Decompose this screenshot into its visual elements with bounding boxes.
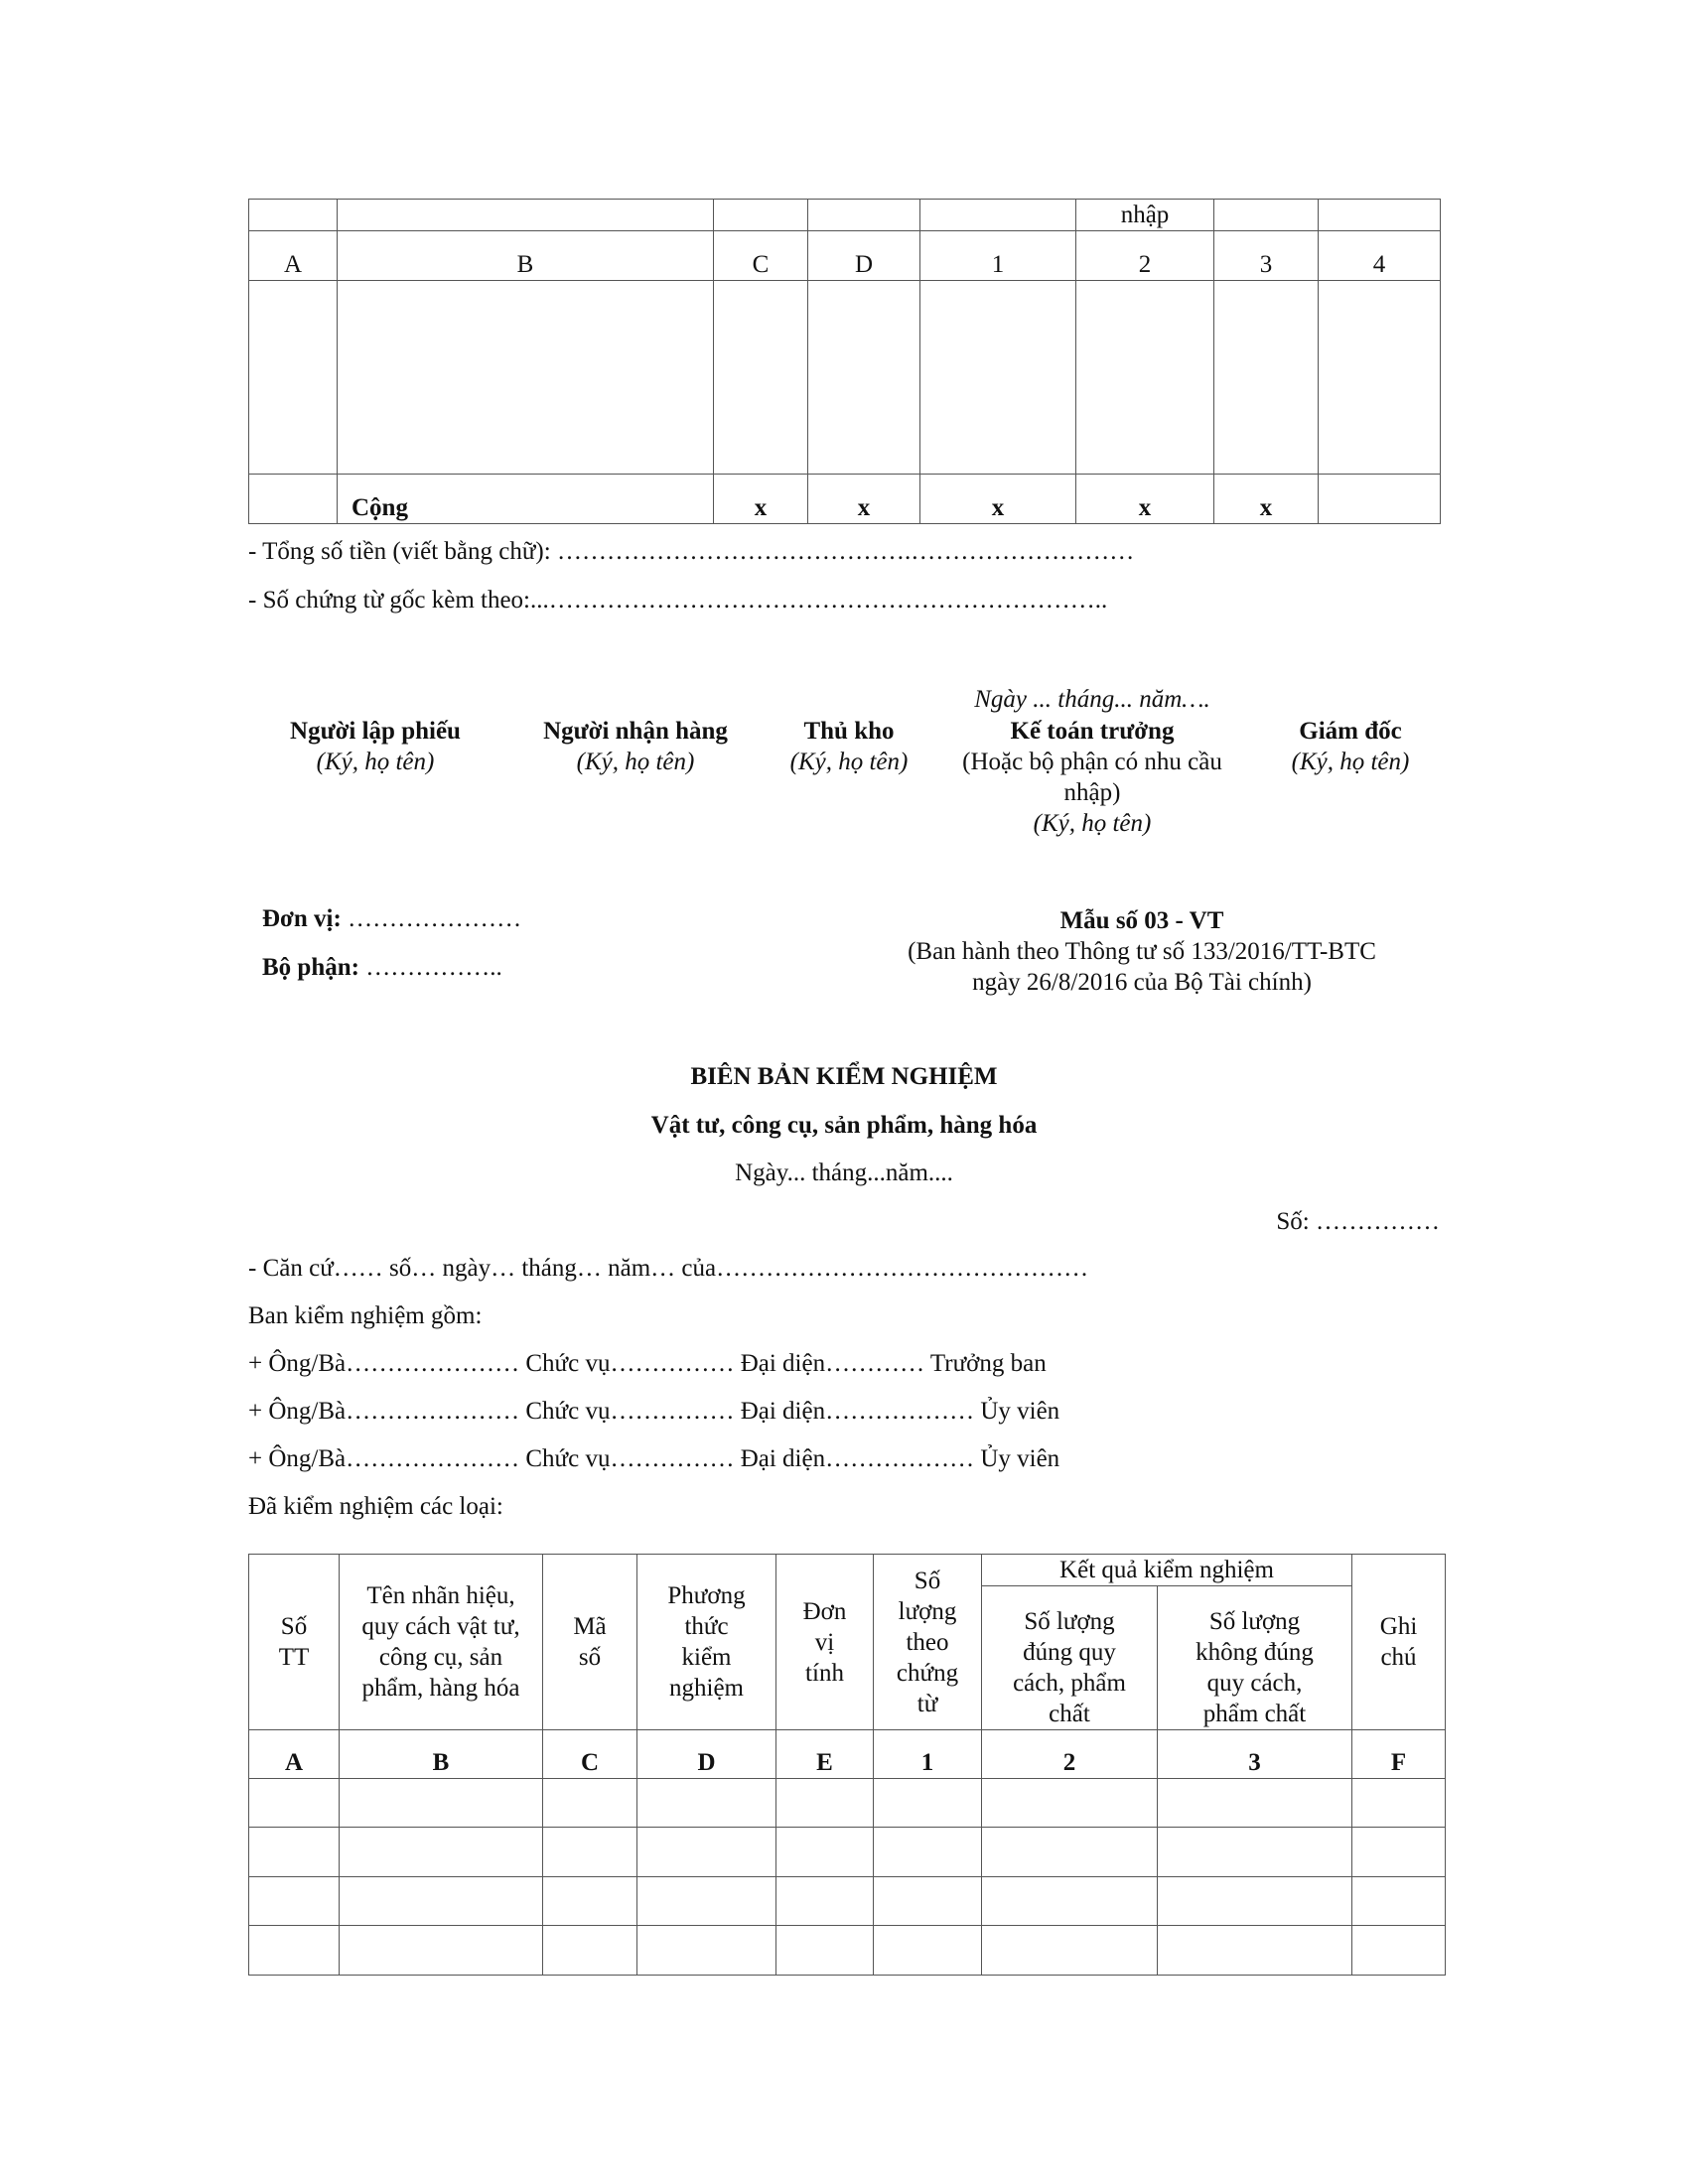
table-cell[interactable] (1352, 1828, 1446, 1877)
table-cell[interactable] (637, 1926, 776, 1976)
document-date: Ngày... tháng...năm.... (735, 1160, 953, 1186)
table-cell[interactable] (874, 1779, 982, 1828)
table-cell[interactable] (714, 281, 808, 475)
table-cell (1319, 200, 1441, 231)
signature-block-director (1261, 716, 1440, 777)
table-cell[interactable] (1158, 1828, 1352, 1877)
header-unit: Đơn vị tính (776, 1555, 874, 1730)
committee-intro: Ban kiểm nghiệm gồm: (248, 1302, 483, 1329)
table-cell[interactable] (982, 1877, 1158, 1926)
table-header-row (249, 1555, 1446, 1586)
column-code: B (340, 1730, 543, 1779)
signature-block-preparer (256, 716, 494, 777)
table-cell[interactable] (340, 1926, 543, 1976)
signature-note: (Ký, họ tên) (576, 749, 695, 775)
signature-title: Người lập phiếu (290, 718, 461, 745)
column-code: A (249, 1730, 340, 1779)
form-issued-line2: ngày 26/8/2016 của Bộ Tài chính) (972, 969, 1312, 996)
header-stt: Số TT (249, 1555, 340, 1730)
column-code: 1 (874, 1730, 982, 1779)
table-cell (1214, 200, 1319, 231)
signature-note: (Ký, họ tên) (789, 749, 909, 775)
header-note: Ghi chú (1352, 1555, 1446, 1730)
total-cell: x (714, 475, 808, 524)
document-title: BIÊN BẢN KIỂM NGHIỆM (690, 1063, 998, 1090)
column-code: F (1352, 1730, 1446, 1779)
table-cell[interactable] (1158, 1779, 1352, 1828)
column-code: 2 (982, 1730, 1158, 1779)
column-code: D (637, 1730, 776, 1779)
table-cell[interactable] (982, 1926, 1158, 1976)
table-cell[interactable] (776, 1926, 874, 1976)
column-code: C (543, 1730, 637, 1779)
table-cell[interactable] (776, 1779, 874, 1828)
signature-title: Người nhận hàng (543, 718, 728, 745)
inspection-table (248, 1554, 1446, 1976)
table-cell[interactable] (1319, 281, 1441, 475)
column-code: C (714, 231, 808, 281)
table-header-row (249, 200, 1441, 231)
column-code: 3 (1158, 1730, 1352, 1779)
column-code-row (249, 1730, 1446, 1779)
unit-field (262, 904, 521, 934)
table-cell (714, 200, 808, 231)
signature-note: (Ký, họ tên) (316, 749, 435, 775)
column-code: 2 (1076, 231, 1214, 281)
table-row (249, 1926, 1446, 1976)
table-cell[interactable] (543, 1779, 637, 1828)
table-cell[interactable] (1158, 1877, 1352, 1926)
header-result-group: Kết quả kiểm nghiệm (982, 1555, 1352, 1586)
table-cell[interactable] (249, 1779, 340, 1828)
table-cell[interactable] (543, 1877, 637, 1926)
table-cell[interactable] (982, 1828, 1158, 1877)
table-cell[interactable] (1352, 1779, 1446, 1828)
document-subtitle: Vật tư, công cụ, sản phẩm, hàng hóa (650, 1112, 1038, 1139)
signature-subnote: (Hoặc bộ phận có nhu cầu (962, 749, 1222, 775)
receipt-table (248, 199, 1441, 524)
table-cell[interactable] (874, 1877, 982, 1926)
table-cell[interactable] (340, 1779, 543, 1828)
table-cell[interactable] (543, 1926, 637, 1976)
signature-title: Kế toán trưởng (1010, 718, 1175, 745)
signature-note: (Ký, họ tên) (1291, 749, 1410, 775)
department-label: Bộ phận: (262, 954, 359, 981)
column-code: E (776, 1730, 874, 1779)
table-cell (920, 200, 1076, 231)
inspected-items-intro: Đã kiểm nghiệm các loại: (248, 1493, 503, 1520)
signature-title: Thủ kho (803, 718, 895, 745)
column-code: B (338, 231, 714, 281)
table-cell (808, 200, 920, 231)
table-cell[interactable] (1076, 281, 1214, 475)
table-cell[interactable] (1158, 1926, 1352, 1976)
table-cell (249, 200, 338, 231)
table-cell[interactable] (637, 1877, 776, 1926)
table-row (249, 1828, 1446, 1877)
header-code: Mã số (543, 1555, 637, 1730)
signature-block-chief-accountant (938, 716, 1246, 839)
signature-subnote: nhập) (1063, 779, 1121, 806)
column-code: 1 (920, 231, 1076, 281)
column-code: D (808, 231, 920, 281)
table-cell[interactable] (1352, 1877, 1446, 1926)
form-issued-line1: (Ban hành theo Thông tư số 133/2016/TT-BTC (908, 938, 1376, 965)
table-row (249, 1877, 1446, 1926)
table-cell (338, 200, 714, 231)
signature-note: (Ký, họ tên) (1033, 810, 1152, 837)
table-cell[interactable] (249, 281, 338, 475)
table-cell[interactable] (338, 281, 714, 475)
header-qty-ok: Số lượng đúng quy cách, phẩm chất (982, 1586, 1158, 1730)
table-cell: nhập (1076, 200, 1214, 231)
department-value[interactable]: …………….. (358, 954, 502, 981)
total-label: Cộng (338, 475, 714, 524)
table-cell[interactable] (340, 1828, 543, 1877)
table-cell[interactable] (808, 281, 920, 475)
signature-title: Giám đốc (1299, 718, 1402, 745)
unit-label: Đơn vị: (262, 905, 342, 932)
table-cell[interactable] (637, 1828, 776, 1877)
column-code: 4 (1319, 231, 1441, 281)
department-field (262, 953, 502, 983)
document-number: Số: …………… (1276, 1208, 1440, 1235)
column-code: 3 (1214, 231, 1319, 281)
table-cell[interactable] (1214, 281, 1319, 475)
total-cell: x (808, 475, 920, 524)
table-cell[interactable] (340, 1877, 543, 1926)
header-qty-by-document: Số lượng theo chứng từ (874, 1555, 982, 1730)
basis-line: - Căn cứ…… số… ngày… tháng… năm… của……………………………………… (248, 1255, 1089, 1282)
committee-member-1: + Ông/Bà………………… Chức vụ…………… Đại diện………… Trưởng ban (248, 1350, 1047, 1377)
signature-block-storekeeper (765, 716, 933, 777)
total-cell: x (1076, 475, 1214, 524)
table-cell[interactable] (249, 1828, 340, 1877)
header-qty-bad: Số lượng không đúng quy cách, phẩm chất (1158, 1586, 1352, 1730)
column-code-row (249, 231, 1441, 281)
table-cell[interactable] (543, 1828, 637, 1877)
signature-block-receiver (506, 716, 765, 777)
column-code: A (249, 231, 338, 281)
table-cell[interactable] (920, 281, 1076, 475)
signature-date: Ngày ... tháng... năm…. (974, 686, 1210, 713)
table-cell[interactable] (249, 1877, 340, 1926)
table-cell (249, 475, 338, 524)
total-amount-in-words: - Tổng số tiền (viết bằng chữ): …………………………………….……………………… (248, 538, 1135, 565)
table-cell[interactable] (637, 1779, 776, 1828)
header-method: Phương thức kiểm nghiệm (637, 1555, 776, 1730)
attached-documents-count: - Số chứng từ gốc kèm theo:...………………………………………………………….. (248, 587, 1108, 614)
table-cell[interactable] (249, 1926, 340, 1976)
total-cell: x (1214, 475, 1319, 524)
table-cell[interactable] (874, 1828, 982, 1877)
table-row (249, 1779, 1446, 1828)
total-row (249, 475, 1441, 524)
committee-member-3: + Ông/Bà………………… Chức vụ…………… Đại diện……………… Ủy viên (248, 1445, 1060, 1472)
form-code: Mẫu số 03 - VT (1059, 907, 1224, 934)
table-row (249, 281, 1441, 475)
header-item-name: Tên nhãn hiệu, quy cách vật tư, công cụ, sản phẩm, hàng hóa (340, 1555, 543, 1730)
total-cell: x (920, 475, 1076, 524)
form-code-block (834, 905, 1450, 998)
table-cell[interactable] (874, 1926, 982, 1976)
table-cell[interactable] (776, 1828, 874, 1877)
table-cell[interactable] (982, 1779, 1158, 1828)
table-cell[interactable] (1352, 1926, 1446, 1976)
total-cell (1319, 475, 1441, 524)
unit-value[interactable]: ………………… (341, 905, 522, 932)
committee-member-2: + Ông/Bà………………… Chức vụ…………… Đại diện……………… Ủy viên (248, 1398, 1060, 1425)
table-cell[interactable] (776, 1877, 874, 1926)
